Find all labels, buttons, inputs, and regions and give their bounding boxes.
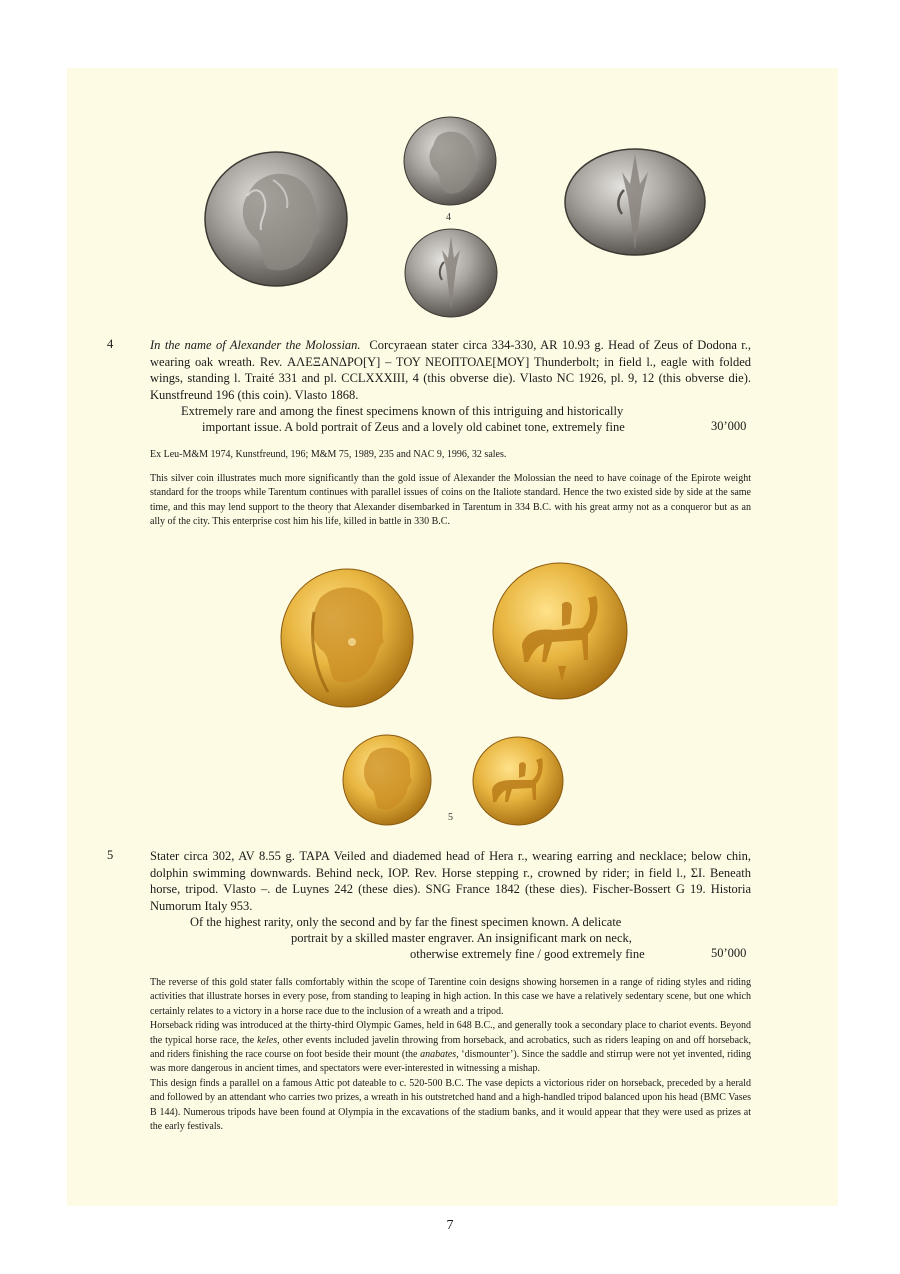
coin-5-obverse-small (342, 734, 432, 826)
coin-5-reverse-large (492, 562, 628, 700)
lot-4-verdict-line-1: Extremely rare and among the finest specimens known of this intriguing and historically (181, 404, 624, 418)
lot-number-5: 5 (107, 848, 114, 862)
lot-5-verdict-line-2: portrait by a skilled master engraver. An insignificant mark on neck, (291, 931, 632, 945)
lot-4-description (150, 337, 751, 403)
lot-4-price: 30’000 (711, 419, 747, 433)
lot-4-title: In the name of Alexander the Molossian. (150, 338, 361, 352)
coin-4-obverse-large (203, 150, 349, 288)
coin-4-obverse-small (403, 116, 497, 206)
lot-4-provenance: Ex Leu-M&M 1974, Kunstfreund, 196; M&M 75, 1989, 235 and NAC 9, 1996, 32 sales. (150, 449, 507, 460)
lot-5-commentary-p2: Horseback riding was introduced at the thirty-third Olympic Games, held in 648 B.C., and generally took a secondary place to chariot events. Beyond the typical horse race, the keles, other events included javelin throwing from horseback, and acrobatics, such as riders leaping on and off horseback, and riders finishing the race course on foot beside their mount (the anabates, ‘dismounter’). Since the saddle and stirrup were not yet invented, riding was more dangerous in ancient times, and spectators were ever-interested in witnessing a mishap. (150, 1020, 751, 1075)
lot-5-commentary-p3: This design finds a parallel on a famous Attic pot dateable to c. 520-500 B.C. The vase depicts a victorious rider on horseback, preceded by a herald and followed by an attendant who carries two prizes, a wreath in his outstretched hand and a high-handled tripod balanced upon his head (BMC Vases B 144). Numerous tripods have been found at Olympia in the excavations of the stadium banks, and it would appear that they were used as prizes at the early festivals. (150, 1077, 751, 1133)
lot-4-description-text: Corcyraean stater circa 334-330, AR 10.93 g. Head of Zeus of Dodona r., wearing oak wreath. Rev. ΑΛΕΞΑΝΔΡΟ[Υ] – ΤΟΥ ΝΕΟΠΤΟΛΕ[ΜΟΥ] Thunderbolt; in field l., eagle with folded wings, standing l. Traité 331 and pl. CCLXXXIII, 4 (this obverse die). Vlasto NC 1926, pl. 9, 12 (this obverse die). Kunstfreund 196 (this coin). Vlasto 1868. (150, 338, 752, 402)
coin-4-reverse-large (564, 148, 706, 256)
coin-5-obverse-large (280, 568, 414, 708)
plate-number-5: 5 (448, 812, 453, 823)
lot-5-description: Stater circa 302, AV 8.55 g. ΤΑΡΑ Veiled and diademed head of Hera r., wearing earring and necklace; below chin, dolphin swimming downwards. Behind neck, ΙΟΡ. Rev. Horse stepping r., crowned by rider; in field l., ΣΙ. Beneath horse, tripod. Vlasto –. de Luynes 242 (these dies). SNG France 1842 (these dies). Fischer-Bossert G 19. Historia Numorum Italy 953. (150, 849, 751, 913)
lot-5-verdict-line-3: otherwise extremely fine / good extremely fine (410, 947, 645, 961)
lot-number-4: 4 (107, 337, 114, 351)
plate-number-4: 4 (446, 212, 451, 223)
lot-5-verdict-line-1: Of the highest rarity, only the second and by far the finest specimen known. A delicate (190, 915, 622, 929)
page-number: 7 (446, 1218, 454, 1233)
lot-4-verdict-line-2: important issue. A bold portrait of Zeus and a lovely old cabinet tone, extremely fine (202, 420, 625, 434)
coin-4-reverse-small (404, 228, 498, 318)
lot-4-commentary: This silver coin illustrates much more significantly than the gold issue of Alexander the Molossian the need to have coinage of the Epirote weight standard for the troops while Tarentum continues with parallel issues of coins on the Italiote standard. Hence the two existed side by side at the same time, and this may lend support to the theory that Alexander disembarked in Tarentum in 334 B.C. with his great army not as a conqueror but as an ally of the city. This enterprise cost him his life, killed in battle in 330 B.C. (150, 473, 751, 528)
lot-5-commentary-p1: The reverse of this gold stater falls comfortably within the scope of Tarentine coin designs showing horsemen in a range of riding styles and riding activities that illustrate horses in every pose, from standing to leaping in high action. In this case we have a relatively sedentary scene, but one which certainly relates to a victory in a horse race due to the inclusion of a wreath and a tripod. (150, 977, 751, 1017)
lot-5-price: 50’000 (711, 946, 747, 960)
lot-5-commentary (150, 976, 751, 1134)
coin-5-reverse-small (472, 736, 564, 826)
